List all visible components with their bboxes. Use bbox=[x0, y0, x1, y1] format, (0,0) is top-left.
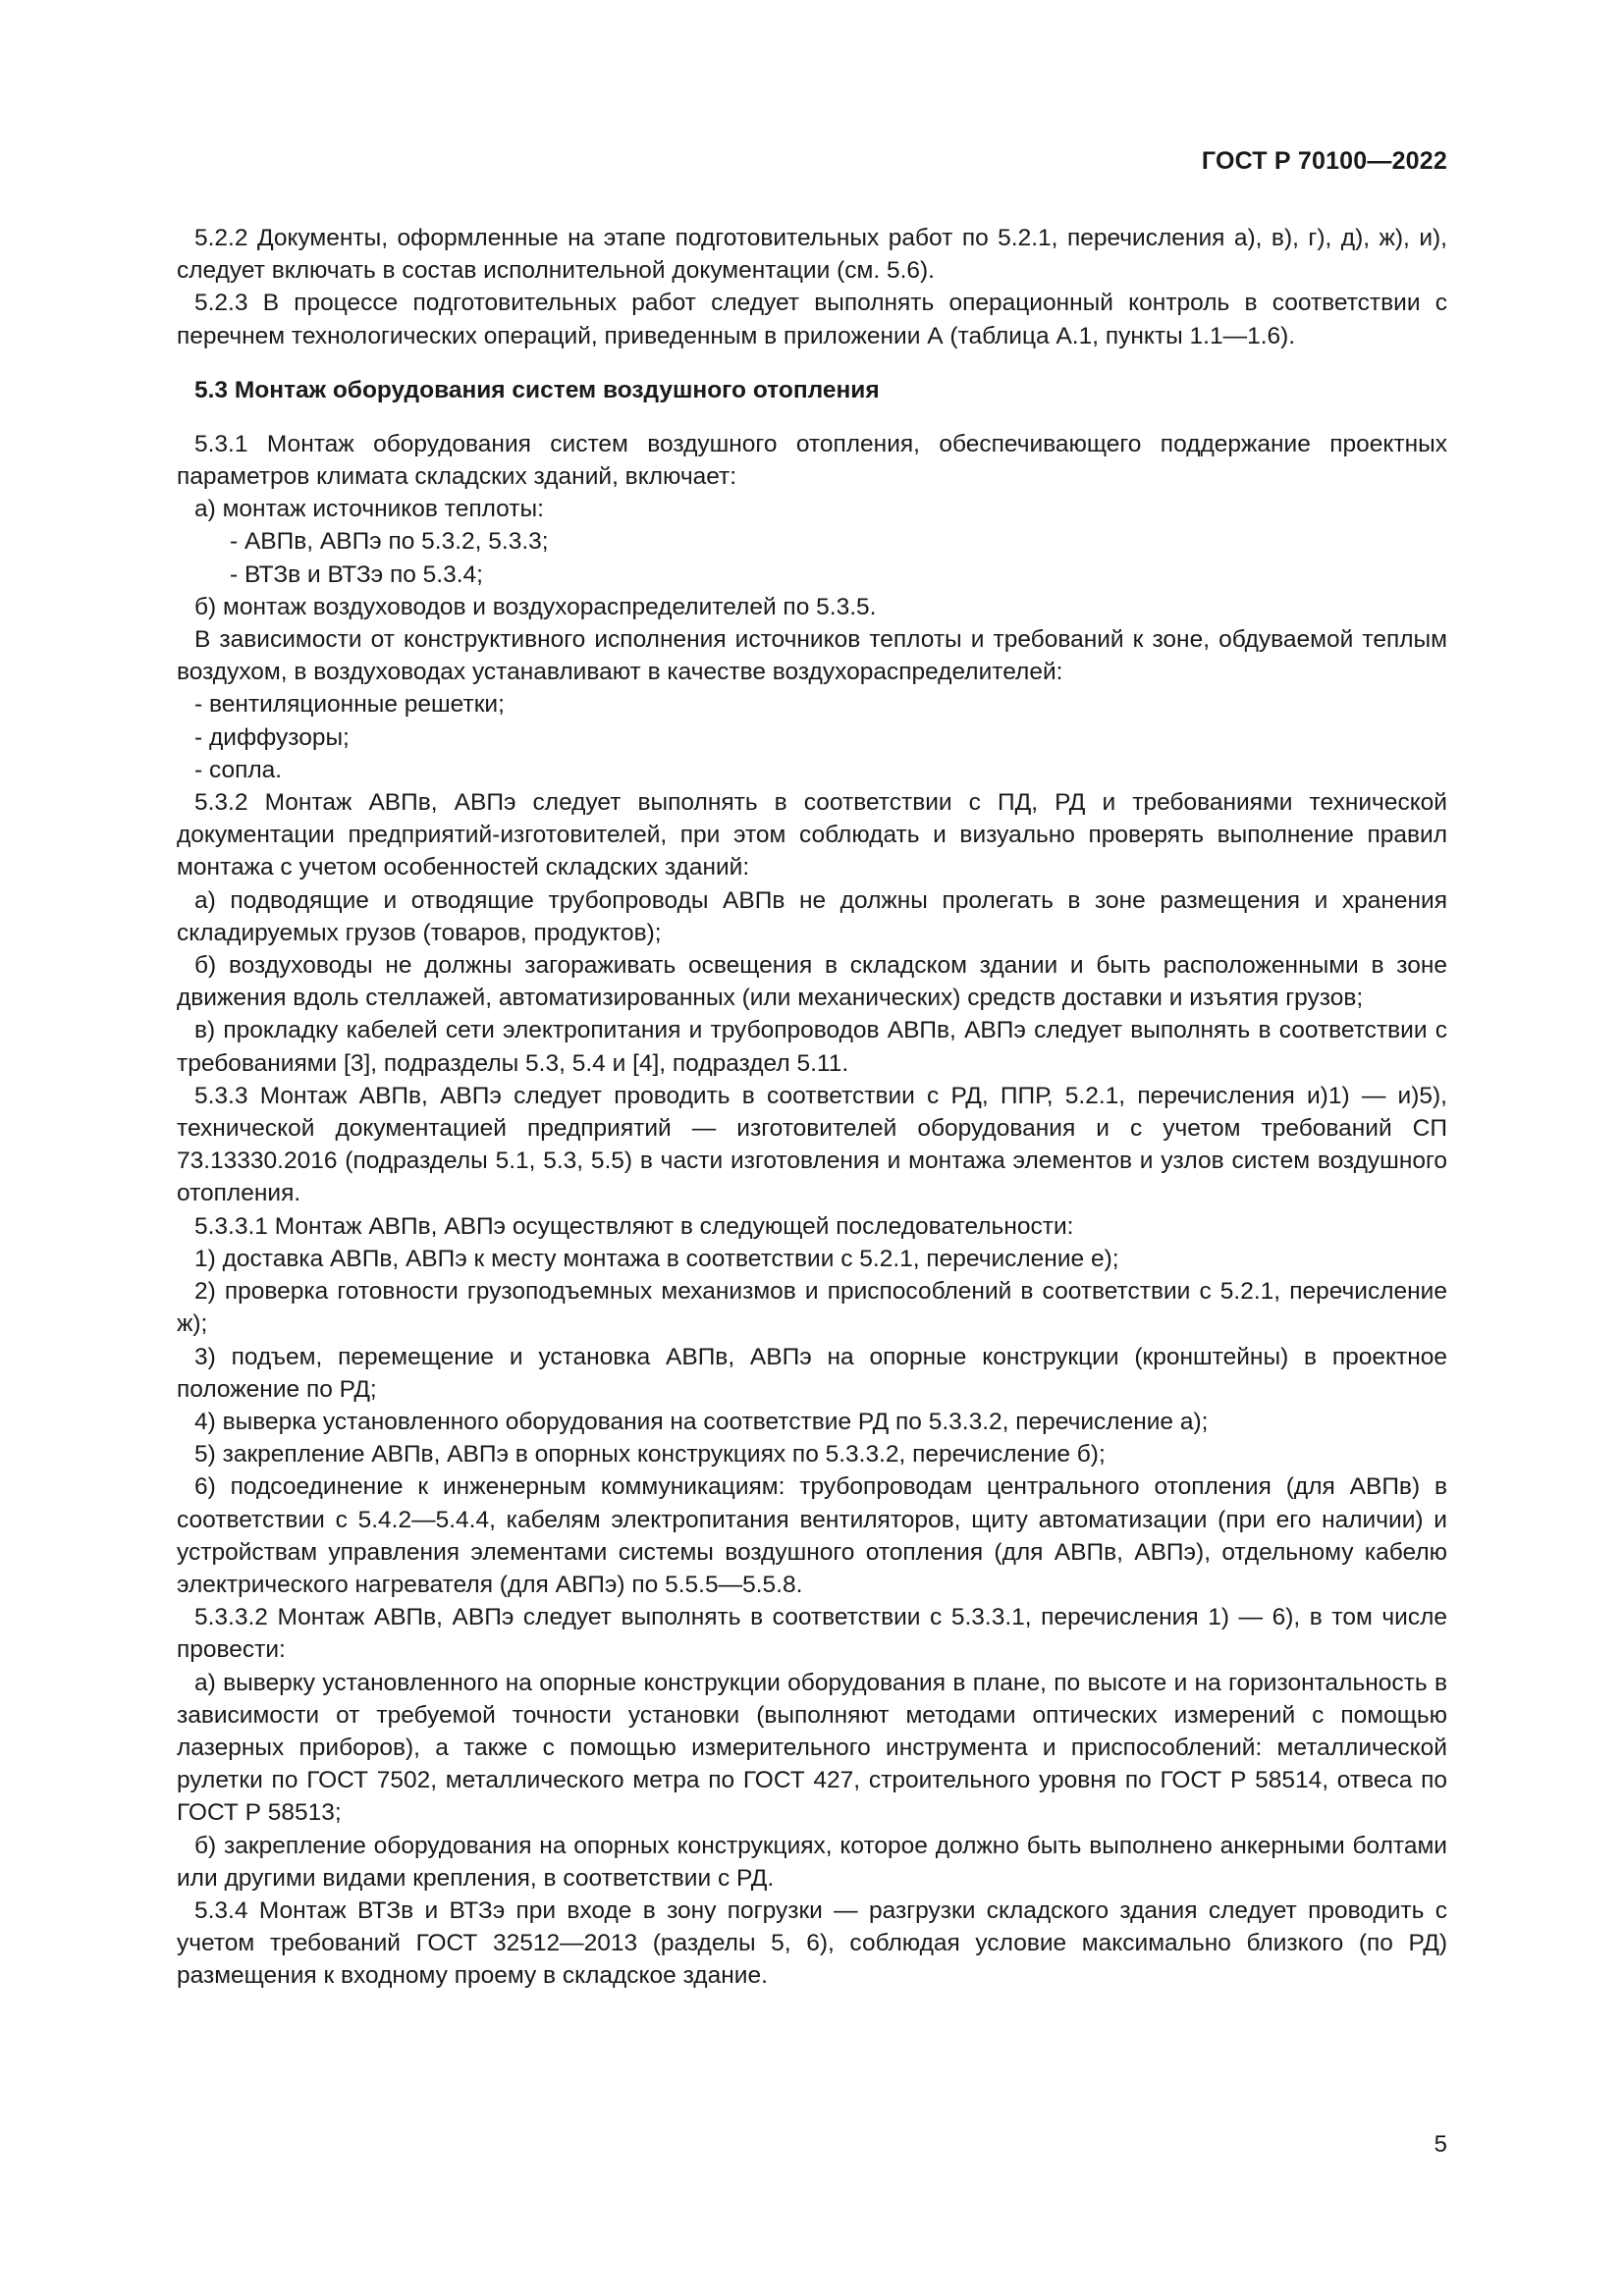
numbered-item-5: 5) закрепление АВПв, АВПэ в опорных конструкциях по 5.3.3.2, перечисление б); bbox=[194, 1441, 1106, 1468]
section-heading-5-3: 5.3 Монтаж оборудования систем воздушного отопления bbox=[194, 376, 880, 403]
list-dash-item: - вентиляционные решетки; bbox=[194, 691, 505, 719]
numbered-item-1: 1) доставка АВПв, АВПэ к месту монтажа в соответствии с 5.2.1, перечисление е); bbox=[194, 1245, 1119, 1272]
list-item-b: б) закрепление оборудования на опорных конструкциях, которое должно быть выполнено анкерными болтами или другими видами крепления, в соответствии с РД. bbox=[177, 1832, 1447, 1892]
clause-5-3-3: 5.3.3 Монтаж АВПв, АВПэ следует проводить в соответствии с РД, ППР, 5.2.1, перечисления и)1) — и)5), технической документацией предприятий — изготовителей оборудования и с учетом требований СП 73.13330.2016 (подразделы 5.1, 5.3, 5.5) в части изготовления и монтажа элементов и узлов систем воздушного отопления. bbox=[177, 1082, 1447, 1207]
list-item-a: а) подводящие и отводящие трубопроводы АВПв не должны пролегать в зоне размещения и хранения складируемых грузов (товаров, продуктов); bbox=[177, 886, 1447, 946]
clause-5-3-2: 5.3.2 Монтаж АВПв, АВПэ следует выполнять в соответствии с ПД, РД и требованиями технической документации предприятий-изготовителей, при этом соблюдать и визуально проверять выполнение правил монтажа с учетом особенностей складских зданий: bbox=[177, 789, 1447, 881]
list-dash-item: - АВПв, АВПэ по 5.3.2, 5.3.3; bbox=[230, 528, 549, 556]
numbered-item-6: 6) подсоединение к инженерным коммуникациям: трубопроводам центрального отопления (для АВПв) в соответствии с 5.4.2—5.4.4, кабелям электропитания вентиляторов, щиту автоматизации (при его наличии) и устройствам управления элементами системы воздушного отопления (для АВПв, АВПэ), отдельному кабелю электрического нагревателя (для АВПэ) по 5.5.5—5.5.8. bbox=[177, 1473, 1447, 1598]
clause-5-2-2: 5.2.2 Документы, оформленные на этапе подготовительных работ по 5.2.1, перечисления а), в), г), д), ж), и), следует включать в состав исполнительной документации (см. 5.6). bbox=[177, 225, 1447, 285]
numbered-item-4: 4) выверка установленного оборудования на соответствие РД по 5.3.3.2, перечисление а); bbox=[194, 1408, 1209, 1435]
list-dash-item: - ВТЗв и ВТЗэ по 5.3.4; bbox=[230, 561, 483, 588]
list-dash-item: - сопла. bbox=[194, 756, 283, 783]
page-number: 5 bbox=[1434, 2131, 1447, 2158]
paragraph: В зависимости от конструктивного исполнения источников теплоты и требований к зоне, обдуваемой теплым воздухом, в воздуховодах устанавливают в качестве воздухораспределителей: bbox=[177, 626, 1447, 686]
clause-5-2-3: 5.2.3 В процессе подготовительных работ следует выполнять операционный контроль в соответствии с перечнем технологических операций, приведенным в приложении А (таблица А.1, пункты 1.1—1.6). bbox=[177, 290, 1447, 349]
list-item-b: б) воздуховоды не должны загораживать освещения в складском здании и быть расположенными в зоне движения вдоль стеллажей, автоматизированных (или механических) средств доставки и изъятия грузов; bbox=[177, 952, 1447, 1012]
list-item-b: б) монтаж воздуховодов и воздухораспределителей по 5.3.5. bbox=[194, 593, 877, 620]
clause-5-3-4: 5.3.4 Монтаж ВТЗв и ВТЗэ при входе в зону погрузки — разгрузки складского здания следует проводить с учетом требований ГОСТ 32512—2013 (разделы 5, 6), соблюдая условие максимально близкого (по РД) размещения к входному проему в складское здание. bbox=[177, 1896, 1447, 1990]
list-item-a: а) выверку установленного на опорные конструкции оборудования в плане, по высоте и на горизонтальность в зависимости от требуемой точности установки (выполняют методами оптических измерений с помощью лазерных приборов), а также с помощью измерительного инструмента и приспособлений: металлической рулетки по ГОСТ 7502, металлического метра по ГОСТ 427, строительного уровня по ГОСТ Р 58514, отвеса по ГОСТ Р 58513; bbox=[177, 1669, 1447, 1827]
clause-5-3-3-2: 5.3.3.2 Монтаж АВПв, АВПэ следует выполнять в соответствии с 5.3.3.1, перечисления 1) — 6), в том числе провести: bbox=[177, 1604, 1447, 1664]
list-item-v: в) прокладку кабелей сети электропитания и трубопроводов АВПв, АВПэ следует выполнять в соответствии с требованиями [3], подразделы 5.3, 5.4 и [4], подраздел 5.11. bbox=[177, 1017, 1447, 1077]
document-body bbox=[177, 222, 1447, 1993]
document-code-header: ГОСТ Р 70100—2022 bbox=[1201, 147, 1447, 175]
clause-5-3-3-1: 5.3.3.1 Монтаж АВПв, АВПэ осуществляют в следующей последовательности: bbox=[194, 1212, 1074, 1240]
clause-5-3-1: 5.3.1 Монтаж оборудования систем воздушного отопления, обеспечивающего поддержание проектных параметров климата складских зданий, включает: bbox=[177, 430, 1447, 491]
list-dash-item: - диффузоры; bbox=[194, 723, 350, 751]
numbered-item-3: 3) подъем, перемещение и установка АВПв, АВПэ на опорные конструкции (кронштейны) в проектное положение по РД; bbox=[177, 1343, 1447, 1403]
list-item-a: а) монтаж источников теплоты: bbox=[194, 496, 544, 523]
numbered-item-2: 2) проверка готовности грузоподъемных механизмов и приспособлений в соответствии с 5.2.1, перечисление ж); bbox=[177, 1278, 1447, 1338]
